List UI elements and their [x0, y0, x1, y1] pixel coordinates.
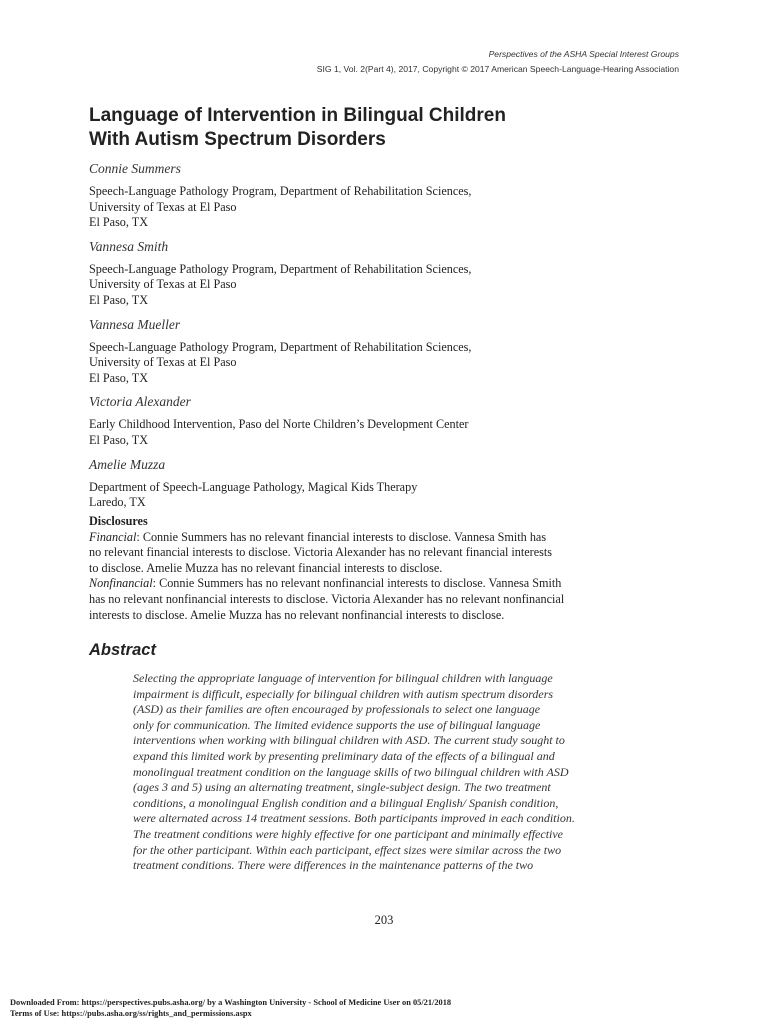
nonfinancial-disclosure	[89, 576, 689, 623]
running-header	[317, 47, 679, 77]
abstract-line: monolingual treatment condition on the language skills of two bilingual children with ASD	[133, 764, 569, 779]
journal-name: Perspectives of the ASHA Special Interest Groups	[488, 49, 679, 59]
abstract-line: (ASD) as their families are often encouraged by professionals to select one language	[133, 702, 541, 717]
disclosure-line: interests to disclose. Amelie Muzza has no relevant nonfinancial interests to disclose.	[89, 607, 505, 622]
author-name: Vannesa Smith	[89, 238, 169, 254]
affiliation-line: University of Texas at El Paso	[89, 199, 237, 214]
abstract-line: for the other participant. Within each participant, effect sizes were similar across the two	[133, 842, 562, 857]
download-notice: Downloaded From: https://perspectives.pubs.asha.org/ by a Washington University - School of Medicine User on 05/21/2018	[10, 998, 452, 1007]
citation-line: SIG 1, Vol. 2(Part 4), 2017, Copyright © 2017 American Speech-Language-Hearing Association	[316, 64, 679, 74]
affiliation-line: El Paso, TX	[89, 370, 149, 385]
page-number: 203	[374, 913, 394, 927]
abstract-body	[133, 671, 681, 874]
affiliation-line: Laredo, TX	[89, 495, 146, 510]
author-name: Vannesa Mueller	[89, 316, 181, 332]
affiliation-line: Early Childhood Intervention, Paso del Norte Children’s Development Center	[89, 417, 469, 432]
article-title	[89, 104, 689, 152]
affiliation-line: El Paso, TX	[89, 292, 149, 307]
abstract-line: expand this limited work by presenting preliminary data of the effects of a bilingual and	[133, 748, 555, 763]
author-block	[89, 238, 709, 309]
financial-label: Financial	[89, 529, 137, 544]
disclosures-heading: Disclosures	[89, 514, 148, 528]
abstract-line: interventions when working with bilingual children with ASD. The current study sought to	[133, 733, 565, 748]
author-block	[89, 160, 709, 231]
title-line-2: With Autism Spectrum Disorders	[89, 129, 386, 150]
disclosures-section	[89, 514, 689, 623]
abstract-line: impairment is difficult, especially for bilingual children with autism spectrum disorders	[133, 686, 554, 701]
abstract-heading: Abstract	[89, 641, 156, 659]
author-name: Connie Summers	[89, 161, 181, 176]
abstract-line: treatment conditions. There were differences in the maintenance patterns of the two	[133, 858, 534, 873]
author-name: Victoria Alexander	[89, 394, 191, 410]
abstract-line: were alternated across 14 treatment sessions. Both participants improved in each condition.	[133, 811, 575, 826]
affiliation-line: Speech-Language Pathology Program, Department of Rehabilitation Sciences,	[89, 339, 472, 354]
author-name: Amelie Muzza	[89, 456, 166, 472]
disclosure-line: no relevant financial interests to disclose. Victoria Alexander has no relevant financial interests	[89, 545, 553, 560]
affiliation-line: University of Texas at El Paso	[89, 277, 237, 292]
author-list	[89, 160, 709, 511]
download-footer	[10, 997, 451, 1019]
disclosure-line: to disclose. Amelie Muzza has no relevant financial interests to disclose.	[89, 560, 443, 575]
abstract-line: The treatment conditions were highly effective for one participant and minimally effective	[133, 826, 564, 841]
affiliation-line: Speech-Language Pathology Program, Department of Rehabilitation Sciences,	[89, 184, 472, 198]
abstract-line: (ages 3 and 5) using an alternating treatment, single-subject design. The two treatment	[133, 780, 551, 795]
abstract-line: conditions, a monolingual English condition and a bilingual English/ Spanish condition,	[133, 795, 559, 810]
nonfinancial-label: Nonfinancial	[89, 576, 153, 591]
title-line-1: Language of Intervention in Bilingual Children	[89, 105, 506, 126]
abstract-line: only for communication. The limited evidence supports the use of bilingual language	[133, 717, 541, 732]
affiliation-line: Department of Speech-Language Pathology, Magical Kids Therapy	[89, 479, 418, 494]
affiliation-line: El Paso, TX	[89, 432, 149, 447]
author-affiliation	[89, 417, 709, 448]
disclosure-line: : Connie Summers has no relevant financial interests to disclose. Vannesa Smith has	[136, 529, 547, 544]
author-affiliation	[89, 262, 709, 309]
disclosure-line: has no relevant nonfinancial interests to disclose. Victoria Alexander has no relevant nonfinancial	[89, 591, 565, 606]
terms-of-use: Terms of Use: https://pubs.asha.org/ss/rights_and_permissions.aspx	[10, 1009, 252, 1018]
author-affiliation	[89, 340, 709, 387]
disclosure-line: : Connie Summers has no relevant nonfinancial interests to disclose. Vannesa Smith	[152, 576, 562, 591]
author-affiliation	[89, 480, 709, 511]
author-block	[89, 456, 709, 511]
author-block	[89, 316, 709, 387]
affiliation-line: El Paso, TX	[89, 215, 149, 230]
affiliation-line: University of Texas at El Paso	[89, 355, 237, 370]
financial-disclosure	[89, 530, 689, 577]
affiliation-line: Speech-Language Pathology Program, Department of Rehabilitation Sciences,	[89, 261, 472, 276]
author-block	[89, 393, 709, 448]
author-affiliation	[89, 184, 709, 231]
abstract-line: Selecting the appropriate language of intervention for bilingual children with language	[133, 671, 553, 685]
